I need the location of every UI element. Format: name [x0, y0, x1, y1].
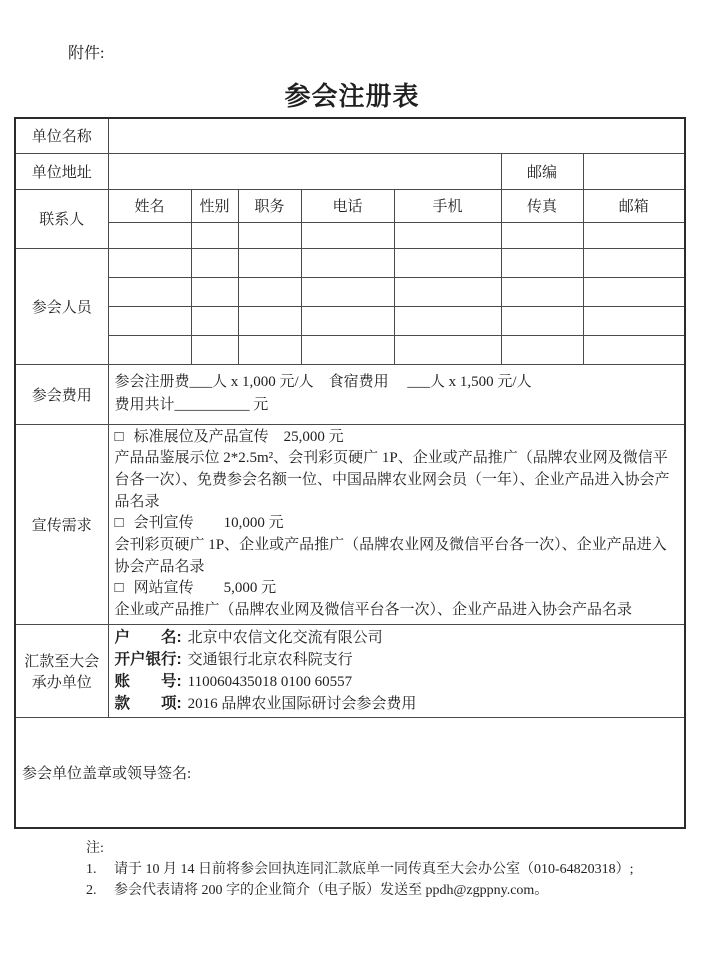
postal-code-input-cell[interactable]	[583, 153, 685, 189]
contact-mobile-cell[interactable]	[394, 222, 501, 248]
bank-name-label: 开户银行:	[114, 650, 182, 668]
contact-fax-cell[interactable]	[501, 222, 583, 248]
column-header-position: 职务	[238, 189, 301, 222]
attendee-cell[interactable]	[583, 248, 685, 277]
checkbox-journal-icon[interactable]: □	[114, 515, 124, 532]
remittance-label-line1: 汇款至大会	[24, 652, 100, 670]
column-header-mobile: 手机	[394, 189, 501, 222]
unit-address-input-cell[interactable]	[108, 153, 501, 189]
note-2-text: 参会代表请将 200 字的企业简介（电子版）发送至 ppdh@zgppny.com。	[114, 883, 549, 898]
attachment-label: 附件:	[68, 45, 105, 62]
bank-payment-item-row	[115, 693, 679, 715]
attendee-cell[interactable]	[501, 277, 583, 306]
publicity-option-website	[115, 578, 679, 600]
bank-account-name-label: 户 名:	[114, 628, 182, 646]
publicity-option-website-desc: 企业或产品推广（品牌农业网及微信平台各一次）、企业产品进入协会产品名录	[114, 602, 633, 619]
attendee-cell[interactable]	[583, 335, 685, 364]
remittance-label	[15, 624, 108, 717]
attendee-cell[interactable]	[238, 277, 301, 306]
attendee-cell[interactable]	[501, 306, 583, 335]
contact-email-cell[interactable]	[583, 222, 685, 248]
bank-payment-item-label: 款 项:	[114, 694, 182, 712]
attendee-cell[interactable]	[108, 306, 191, 335]
attendee-cell[interactable]	[108, 248, 191, 277]
column-header-name: 姓名	[108, 189, 191, 222]
publicity-option-booth	[115, 427, 679, 449]
bank-account-name-row	[115, 627, 679, 649]
publicity-option-journal	[115, 513, 679, 535]
attendee-cell[interactable]	[301, 277, 394, 306]
publicity-label: 宣传需求	[15, 424, 108, 624]
fee-content-cell[interactable]	[108, 364, 685, 424]
column-header-email: 邮箱	[583, 189, 685, 222]
attendee-cell[interactable]	[394, 306, 501, 335]
publicity-content-cell	[108, 424, 685, 624]
publicity-option-journal-desc: 会刊彩页硬广 1P、企业或产品推广（品牌农业网及微信平台各一次）、企业产品进入协会产品名录	[114, 537, 667, 575]
attendee-cell[interactable]	[191, 335, 238, 364]
bank-name-row	[115, 649, 679, 671]
checkbox-website-icon[interactable]: □	[114, 580, 124, 597]
note-2-number: 2.	[86, 883, 97, 898]
attendee-cell[interactable]	[301, 306, 394, 335]
note-item-2	[86, 880, 686, 901]
attendee-cell[interactable]	[501, 335, 583, 364]
attendee-cell[interactable]	[108, 277, 191, 306]
attendee-cell[interactable]	[301, 248, 394, 277]
attendee-cell[interactable]	[394, 277, 501, 306]
column-header-phone: 电话	[301, 189, 394, 222]
remittance-content-cell	[108, 624, 685, 717]
unit-name-label: 单位名称	[15, 118, 108, 153]
attendee-cell[interactable]	[301, 335, 394, 364]
attendee-cell[interactable]	[394, 335, 501, 364]
bank-name-value: 交通银行北京农科院支行	[187, 651, 353, 668]
fee-line-1: 参会注册费___人 x 1,000 元/人 食宿费用 ___人 x 1,500 元/人	[114, 374, 532, 390]
checkbox-booth-icon[interactable]: □	[114, 428, 124, 445]
column-header-fax: 传真	[501, 189, 583, 222]
contact-header-row	[15, 189, 685, 222]
contact-label: 联系人	[15, 189, 108, 248]
unit-name-row	[15, 118, 685, 153]
attendee-cell[interactable]	[238, 248, 301, 277]
bank-account-name-value: 北京中农信文化交流有限公司	[187, 629, 383, 646]
attendee-cell[interactable]	[583, 306, 685, 335]
attendees-label: 参会人员	[15, 248, 108, 364]
attendee-row	[15, 335, 685, 364]
publicity-row	[15, 424, 685, 624]
bank-account-number-row	[115, 671, 679, 693]
fee-row	[15, 364, 685, 424]
publicity-option-journal-text: 会刊宣传 10,000 元	[133, 515, 284, 532]
contact-data-row	[15, 222, 685, 248]
attendee-cell[interactable]	[191, 277, 238, 306]
signature-label: 参会单位盖章或领导签名:	[22, 766, 192, 783]
attendee-cell[interactable]	[191, 306, 238, 335]
attendee-row	[15, 277, 685, 306]
remittance-label-line2: 承办单位	[31, 673, 92, 691]
publicity-option-booth-desc: 产品品鉴展示位 2*2.5m²、会刊彩页硬广 1P、企业或产品推广（品牌农业网及微信平台各一次）、免费参会名额一位、中国品牌农业网会员（一年）、企业产品进入协会产品名录	[114, 450, 670, 510]
contact-gender-cell[interactable]	[191, 222, 238, 248]
fee-label: 参会费用	[15, 364, 108, 424]
bank-payment-item-value: 2016 品牌农业国际研讨会参会费用	[187, 695, 417, 712]
postal-code-label: 邮编	[501, 153, 583, 189]
attendee-row	[15, 248, 685, 277]
bank-account-number-label: 账 号:	[114, 672, 182, 690]
column-header-gender: 性别	[191, 189, 238, 222]
unit-address-label: 单位地址	[15, 153, 108, 189]
remittance-row	[15, 624, 685, 717]
attendee-cell[interactable]	[238, 306, 301, 335]
registration-table	[14, 117, 686, 829]
note-1-text: 请于 10 月 14 日前将参会回执连同汇款底单一同传真至大会办公室（010-64820318）;	[114, 862, 634, 877]
attendee-cell[interactable]	[501, 248, 583, 277]
notes-section	[86, 838, 686, 901]
attendee-cell[interactable]	[583, 277, 685, 306]
contact-position-cell[interactable]	[238, 222, 301, 248]
note-1-number: 1.	[86, 862, 97, 877]
signature-cell[interactable]	[15, 717, 685, 828]
contact-name-cell[interactable]	[108, 222, 191, 248]
notes-heading: 注:	[86, 841, 104, 856]
fee-line-2: 费用共计__________ 元	[114, 397, 269, 413]
attendee-cell[interactable]	[108, 335, 191, 364]
attendee-cell[interactable]	[394, 248, 501, 277]
unit-address-row	[15, 153, 685, 189]
publicity-option-website-text: 网站宣传 5,000 元	[133, 580, 277, 597]
attendee-row	[15, 306, 685, 335]
bank-account-number-value: 110060435018 0100 60557	[187, 673, 353, 690]
page-title: 参会注册表	[284, 81, 420, 111]
note-item-1	[86, 859, 686, 880]
unit-name-input-cell[interactable]	[108, 118, 685, 153]
attendee-cell[interactable]	[238, 335, 301, 364]
attendee-cell[interactable]	[191, 248, 238, 277]
signature-row	[15, 717, 685, 828]
contact-phone-cell[interactable]	[301, 222, 394, 248]
publicity-option-booth-text: 标准展位及产品宣传 25,000 元	[133, 428, 344, 445]
